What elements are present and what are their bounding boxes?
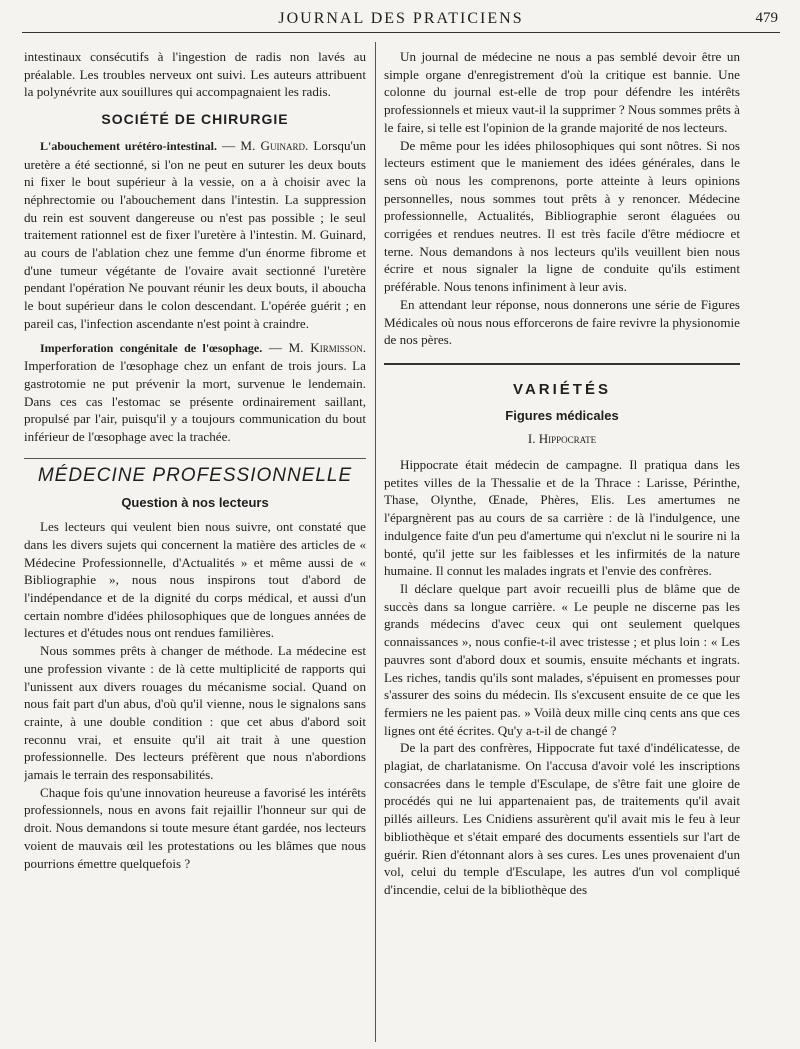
- article-body: Lorsqu'un uretère a été sectionné, si l'on ne peut en suturer les deux bouts ni fixer le bout supérieur à la vessie, on a à choisir avec la néphrectomie ou l'abouchement dans l'intestin. La suppression du rein est souvent dangereuse ou n'est pas possible ; le seul traitement rationnel est de fixer l'uretère à l'intestin. M. Guinard, au cours de l'ablation chez une femme d'un énorme fibrome et d'une tumeur végétante de l'ovaire avait sectionné l'uretère pendant l'opération Ne pouvant réunir les deux bouts, il aboucha le bout supérieur dans le colon descendant. L'opérée guérit ; en pareil cas, l'infection ascendante n'est point à craindre.: [24, 137, 366, 331]
- article-abouchement: [24, 137, 366, 333]
- subsection-heading-question: Question à nos lecteurs: [121, 495, 269, 511]
- section-rule: [384, 363, 740, 365]
- section-heading-medecine: MÉDECINE PROFESSIONNELLE: [37, 464, 353, 486]
- paragraph: Il déclare quelque part avoir recueilli plus de blâme que de succès dans sa longue carrière. « Le peuple ne discerne pas les grands médecins d'avec ceux qui ont seulement quelques connaissances », nous confie-t-il avec tristesse ; et plus loin : « Les pauvres sont d'abord doux et soumis, ensuite méchants et ingrats. Les riches, tandis qu'ils sont malades, s'épuisent en promesses pour s'assurer des soins du médecin. Ils s'excusent ensuite de ce que les fermiers ne les paient pas. » Voilà deux mille cinq cents ans que ces lignes ont été écrites. Qu'y a-t-il de changé ?: [384, 580, 740, 738]
- subsection-heading-figures: Figures médicales: [505, 407, 619, 423]
- paragraph: Hippocrate était médecin de campagne. Il pratiqua dans les petites villes de la Thessalie et de la Thrace : Larisse, Périnthe, Thase, Olynthe, Œnade, Phères, Elis. Les amertumes ne l'épargnèrent pas au cours de sa carrière : de là l'indulgence, une indulgence faite d'un peu d'amertume qui n'exclut ni le sourire ni la bonté, qu'il jette sur les faiblesses et les infirmités de la nature humaine. Il connut les malades ingrats et l'envie des confrères.: [384, 457, 740, 579]
- intro-paragraph: intestinaux consécutifs à l'ingestion de radis non lavés au préalable. Les troubles nerveux ont suivi. Les auteurs attribuent la polynévrite aux souillures qui accompagnaient les radis.: [24, 49, 366, 100]
- paragraph: Les lecteurs qui veulent bien nous suivre, ont constaté que dans les divers sujets qui concernent la matière des articles de « Médecine Professionnelle, d'Actualités » et même aussi de « Bibliographie », nous nous inspirons tout d'abord de l'indépendance et de la dignité du corps médical, et aussi d'un certain nombre d'idées philosophiques que de longues années de lectures et d'études nous ont rendues familières.: [24, 519, 366, 641]
- section-heading-varietes: VARIÉTÉS: [513, 380, 611, 398]
- paragraph: Un journal de médecine ne nous a pas semblé devoir être un simple organe d'enregistrement d'où la critique est bannie. Une colonne du journal est-elle de trop pour défendre les intérêts professionnels et mieux vaut-il la supprimer ? Nous sommes prêts à le faire, si telle est l'opinion de la grande majorité de nos lecteurs.: [384, 49, 740, 135]
- section-heading-chirurgie: SOCIÉTÉ DE CHIRURGIE: [101, 111, 289, 128]
- page-number: 479: [755, 10, 778, 26]
- journal-title: JOURNAL DES PRATICIENS: [278, 10, 524, 27]
- article-imperforation: [24, 339, 366, 446]
- article-author: — M. Guinard.: [222, 137, 309, 153]
- right-column: [384, 48, 740, 1037]
- article-body: Imperforation de l'œsophage chez un enfant de trois jours. La gastrotomie ne put prévenir la mort, survenue le lendemain. Dans ces cas l'estomac se présente ordinairement saillant, propulsé par l'air, puisqu'il y a toujours communication du bout inférieur de l'œsophage avec la trachée.: [24, 358, 366, 445]
- page-header: [22, 6, 780, 33]
- paragraph: De même pour les idées philosophiques qui sont nôtres. Si nos lecteurs estiment que le maniement des idées générales, dans le sens où nous les comprenons, porte atteinte à leurs opinions personnelles, nous sommes tout prêts à y renoncer. Médecine professionnelle, Actualités, Bibliographie seront élaguées ou corrigées et rendues neutres. Il est très facile d'être médiocre et terne. Nous demandons à nos lecteurs qu'ils veuillent bien nous écrire et nous signaler la ligne de conduite qu'ils estiment préférable. Nous tenons infiniment à leur avis.: [384, 137, 740, 295]
- left-column: [24, 48, 366, 1037]
- article-author: — M. Kirmisson.: [268, 339, 366, 355]
- paragraph: En attendant leur réponse, nous donnerons une série de Figures Médicales où nous nous efforcerons de faire revivre la physionomie de nos pères.: [384, 296, 740, 348]
- article-lead: Imperforation congénitale de l'œsophage.: [40, 340, 263, 355]
- subsection-heading-hippocrate: I. Hippocrate: [527, 431, 597, 447]
- paragraph: De la part des confrères, Hippocrate fut taxé d'indélicatesse, de plagiat, de charlatanisme. On l'accusa d'avoir volé les inscriptions consacrées dans le temple d'Esculape, de s'être fait une gloire de procédés qui ne lui appartenaient pas, de traitements qu'il avait pillés ailleurs. Les Cnidiens assurèrent qu'il avait mis le feu à leur bibliothèque et s'était emparé des documents essentiels sur l'art de guérir. Rien d'étonnant alors à ses cures. Les unes provenaient d'un vol, celui du temple d'Esculape, les autres d'un vol compliqué d'incendie, celui de la bibliothèque des: [384, 740, 740, 897]
- paragraph: Nous sommes prêts à changer de méthode. La médecine est une profession vivante : de là cette multiplicité de rapports qui l'unissent aux divers rouages du mécanisme social. Quand on nous fait part d'un abus, d'où qu'il vienne, nous le signalons sans crainte, à une double condition : que cet abus d'abord soit reconnu vrai, et ensuite qu'il ait trait à une question professionnelle. Des lecteurs préfèrent que nous n'abordions jamais le terrain des responsabilités.: [24, 643, 366, 783]
- section-rule: [24, 458, 366, 459]
- column-divider: [375, 42, 376, 1042]
- paragraph: Chaque fois qu'une innovation heureuse a favorisé les intérêts professionnels, nous en avons fait rejaillir l'honneur sur qui de droit. Nous demandons si toute mesure étant gardée, nos lecteurs voient de mauvais œil les protestations ou les blâmes que nous pourrions émettre quelquefois ?: [24, 784, 366, 871]
- article-lead: L'abouchement urétéro-intestinal.: [40, 138, 217, 153]
